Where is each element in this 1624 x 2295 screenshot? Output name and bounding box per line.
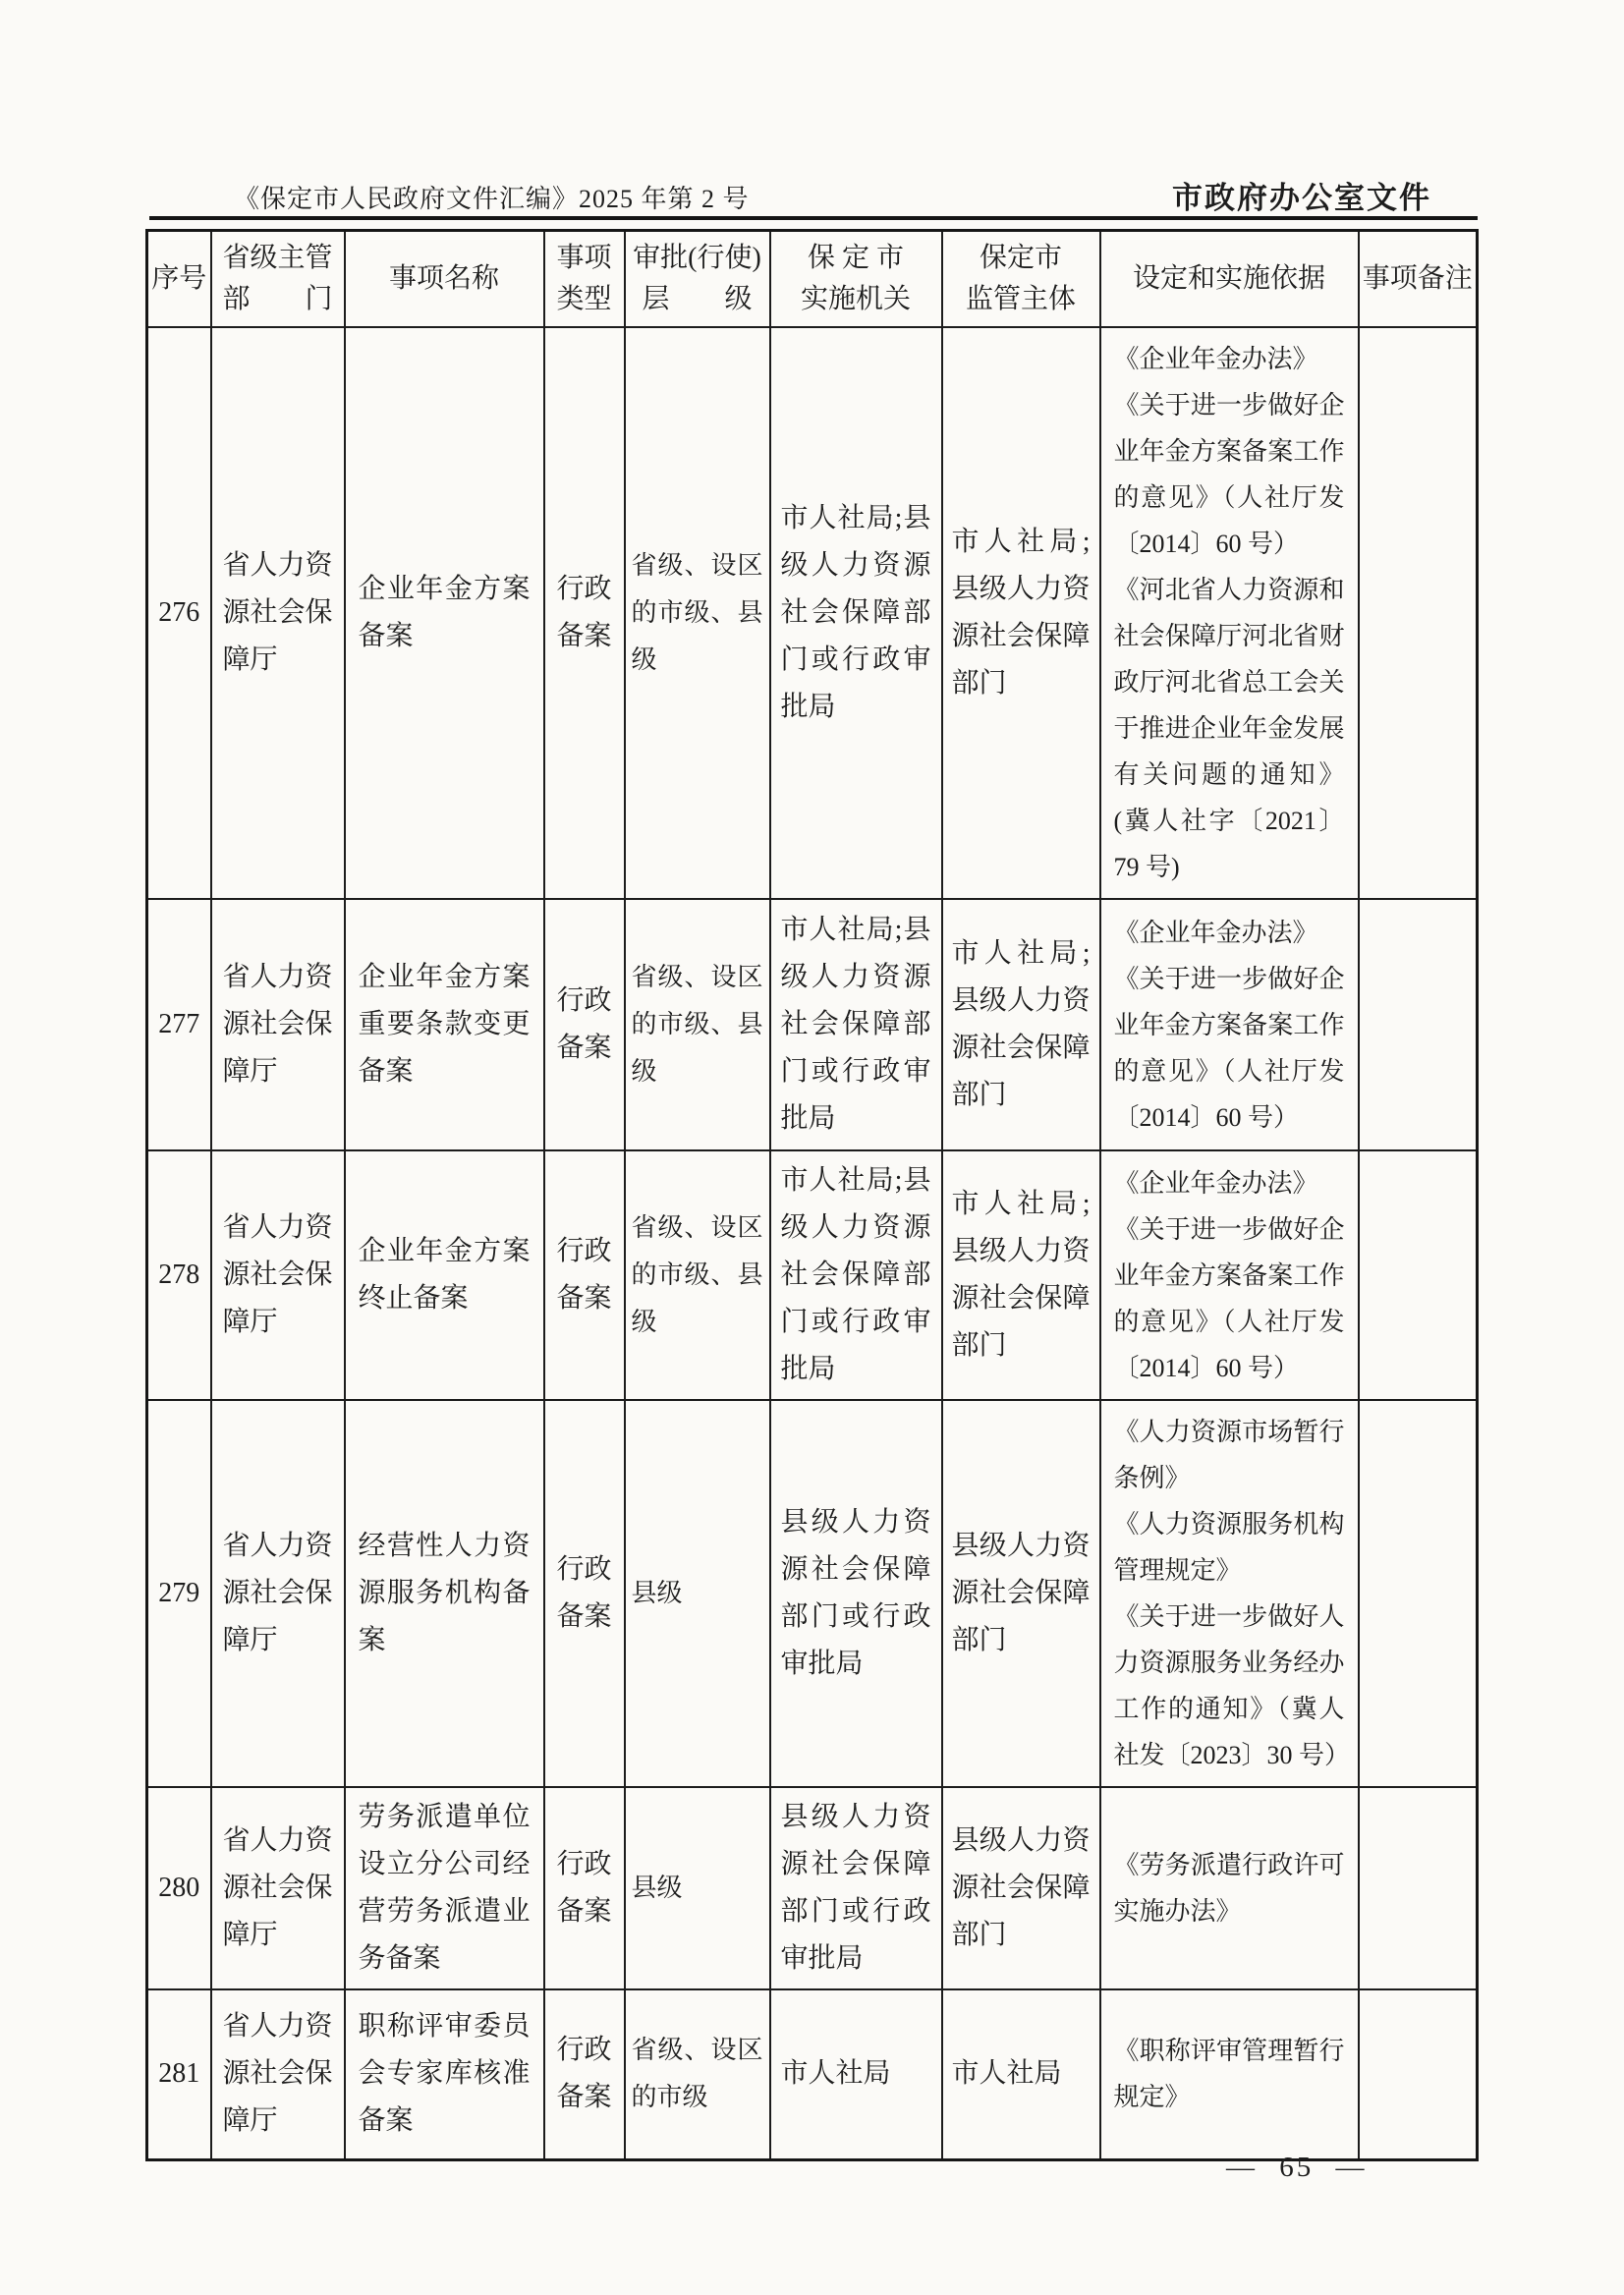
cell-implementing-agency	[770, 1400, 942, 1787]
approval-level-text: 县级	[631, 1874, 683, 1902]
column-header-seq	[147, 231, 211, 328]
cell-basis	[1100, 899, 1359, 1150]
item-name-text: 职称评审委员会专家库核准备案	[358, 2011, 531, 2137]
cell-item-name	[345, 1400, 544, 1787]
approval-level-text: 县级	[631, 1579, 683, 1607]
cell-seq: 276	[147, 327, 211, 899]
basis-entry: 《人力资源服务机构管理规定》	[1113, 1510, 1345, 1585]
column-header-line: 保 定 市	[807, 243, 904, 273]
cell-item-type	[544, 1787, 625, 1989]
cell-seq: 278	[147, 1150, 211, 1400]
cell-basis	[1100, 1150, 1359, 1400]
table-body	[147, 327, 1478, 2159]
department-text: 省人力资源社会保障厅	[222, 1825, 333, 1950]
approval-level-text: 省级、设区的市级、县级	[631, 551, 763, 674]
cell-supervising-body	[942, 1150, 1100, 1400]
item-name-text: 企业年金方案重要条款变更备案	[358, 962, 531, 1087]
column-header-line: 类型	[556, 284, 612, 314]
column-header-item-type	[544, 231, 625, 328]
implementing-agency-text: 市人社局;县级人力资源社会保障部门或行政审批局	[780, 503, 931, 722]
item-type-text: 行政备案	[556, 1554, 612, 1632]
column-header-line: 部 门	[222, 284, 333, 314]
table-row	[147, 1150, 1478, 1400]
basis-entry: 《企业年金办法》	[1113, 918, 1318, 947]
approval-level-text: 省级、设区的市级、县级	[631, 1213, 763, 1336]
cell-supervising-body	[942, 899, 1100, 1150]
item-name-text: 经营性人力资源服务机构备案	[358, 1531, 531, 1655]
cell-supervising-body	[942, 327, 1100, 899]
cell-basis	[1100, 327, 1359, 899]
cell-note	[1359, 1150, 1478, 1400]
basis-paragraphs	[1101, 1158, 1358, 1393]
cell-note	[1359, 1787, 1478, 1989]
header-rule	[149, 216, 1478, 220]
table-row	[147, 1989, 1478, 2159]
header-row	[147, 231, 1478, 328]
cell-item-type	[544, 1989, 625, 2159]
table-row	[147, 899, 1478, 1150]
cell-department	[211, 1989, 345, 2159]
basis-entry: 《企业年金办法》	[1113, 345, 1318, 373]
column-header-line: 实施机关	[800, 284, 911, 314]
item-name-text: 企业年金方案终止备案	[358, 1236, 531, 1314]
cell-implementing-agency	[770, 1150, 942, 1400]
supervising-body-text: 市人社局	[951, 2058, 1062, 2090]
basis-entry: 《职称评审管理暂行规定》	[1113, 2037, 1345, 2112]
cell-note	[1359, 899, 1478, 1150]
cell-item-name	[345, 1150, 544, 1400]
cell-approval-level	[625, 1400, 770, 1787]
cell-supervising-body	[942, 1989, 1100, 2159]
basis-entry: 《人力资源市场暂行条例》	[1113, 1418, 1345, 1492]
item-name-text: 劳务派遣单位设立分公司经营劳务派遣业务备案	[358, 1802, 531, 1974]
column-header-implementing-agency	[770, 231, 942, 328]
implementing-agency-text: 市人社局	[780, 2058, 891, 2090]
cell-department	[211, 1787, 345, 1989]
table-header-row	[147, 231, 1478, 328]
cell-department	[211, 327, 345, 899]
item-type-text: 行政备案	[556, 1849, 612, 1927]
office-document-header: 市政府办公室文件	[1172, 181, 1431, 215]
column-header-line: 审批(行使)	[633, 243, 761, 273]
column-header-line: 监管主体	[965, 284, 1076, 314]
basis-entry: 《关于进一步做好企业年金方案备案工作的意见》（人社厅发〔2014〕60 号）	[1113, 964, 1345, 1132]
cell-implementing-agency	[770, 1989, 942, 2159]
cell-basis	[1100, 1787, 1359, 1989]
basis-entry: 《关于进一步做好人力资源服务业务经办工作的通知》（冀人社发〔2023〕30 号）	[1113, 1602, 1351, 1769]
column-header-line: 事项	[556, 243, 612, 273]
department-text: 省人力资源社会保障厅	[222, 1212, 333, 1337]
table-row	[147, 1400, 1478, 1787]
cell-supervising-body	[942, 1787, 1100, 1989]
basis-entry: 《劳务派遣行政许可实施办法》	[1113, 1851, 1345, 1926]
department-text: 省人力资源社会保障厅	[222, 1531, 333, 1655]
cell-basis	[1100, 1989, 1359, 2159]
column-header-line: 省级主管	[222, 243, 333, 273]
item-type-text: 行政备案	[556, 985, 612, 1063]
basis-paragraphs	[1101, 2026, 1358, 2122]
approval-level-text: 省级、设区的市级	[631, 2036, 763, 2112]
table-row	[147, 1787, 1478, 1989]
cell-item-type	[544, 327, 625, 899]
supervising-body-text: 县级人力资源社会保障部门	[951, 1531, 1091, 1655]
implementing-agency-text: 市人社局;县级人力资源社会保障部门或行政审批局	[780, 1165, 931, 1384]
cell-supervising-body	[942, 1400, 1100, 1787]
supervising-body-text: 市人社局;县级人力资源社会保障部门	[951, 938, 1091, 1110]
column-header-line: 序号	[151, 263, 207, 294]
cell-approval-level	[625, 1787, 770, 1989]
cell-approval-level	[625, 1989, 770, 2159]
column-header-note	[1359, 231, 1478, 328]
column-header-line: 事项名称	[388, 263, 499, 294]
cell-seq: 277	[147, 899, 211, 1150]
cell-seq: 279	[147, 1400, 211, 1787]
cell-item-name	[345, 1989, 544, 2159]
basis-entry: 《关于进一步做好企业年金方案备案工作的意见》（人社厅发〔2014〕60 号）	[1113, 391, 1345, 558]
cell-department	[211, 899, 345, 1150]
cell-item-type	[544, 1150, 625, 1400]
implementing-agency-text: 县级人力资源社会保障部门或行政审批局	[780, 1802, 931, 1974]
approval-items-table	[145, 229, 1479, 2161]
column-header-approval-level	[625, 231, 770, 328]
cell-note	[1359, 1989, 1478, 2159]
basis-paragraphs	[1101, 1840, 1358, 1936]
cell-item-type	[544, 1400, 625, 1787]
cell-department	[211, 1400, 345, 1787]
column-header-department	[211, 231, 345, 328]
approval-level-text: 省级、设区的市级、县级	[631, 963, 763, 1086]
column-header-line: 事项备注	[1362, 263, 1473, 294]
basis-entry: 《河北省人力资源和社会保障厅河北省财政厅河北省总工会关于推进企业年金发展有关问题的通知》(冀人社字〔2021〕79 号)	[1113, 576, 1345, 881]
supervising-body-text: 市人社局;县级人力资源社会保障部门	[951, 1189, 1091, 1361]
department-text: 省人力资源社会保障厅	[222, 962, 333, 1087]
department-text: 省人力资源社会保障厅	[222, 2011, 333, 2137]
cell-item-name	[345, 1787, 544, 1989]
basis-entry: 《企业年金办法》	[1113, 1168, 1318, 1198]
cell-item-name	[345, 327, 544, 899]
page-number: — 65 —	[1226, 2152, 1368, 2183]
cell-approval-level	[625, 1150, 770, 1400]
column-header-basis	[1100, 231, 1359, 328]
cell-implementing-agency	[770, 327, 942, 899]
cell-implementing-agency	[770, 899, 942, 1150]
column-header-line: 层 级	[642, 284, 753, 314]
item-type-text: 行政备案	[556, 2035, 612, 2113]
implementing-agency-text: 县级人力资源社会保障部门或行政审批局	[780, 1507, 931, 1679]
supervising-body-text: 市人社局;县级人力资源社会保障部门	[951, 527, 1091, 699]
cell-department	[211, 1150, 345, 1400]
supervising-body-text: 县级人力资源社会保障部门	[951, 1825, 1091, 1950]
basis-paragraphs	[1101, 908, 1358, 1143]
cell-seq: 281	[147, 1989, 211, 2159]
cell-seq: 280	[147, 1787, 211, 1989]
department-text: 省人力资源社会保障厅	[222, 550, 333, 675]
item-type-text: 行政备案	[556, 574, 612, 651]
table-row	[147, 327, 1478, 899]
implementing-agency-text: 市人社局;县级人力资源社会保障部门或行政审批局	[780, 915, 931, 1134]
cell-item-type	[544, 899, 625, 1150]
compilation-header: 《保定市人民政府文件汇编》2025 年第 2 号	[234, 185, 750, 213]
basis-paragraphs	[1101, 1407, 1358, 1780]
cell-item-name	[345, 899, 544, 1150]
cell-note	[1359, 1400, 1478, 1787]
basis-entry: 《关于进一步做好企业年金方案备案工作的意见》（人社厅发〔2014〕60 号）	[1113, 1214, 1345, 1382]
cell-approval-level	[625, 327, 770, 899]
column-header-item-name	[345, 231, 544, 328]
column-header-line: 保定市	[979, 243, 1062, 273]
cell-basis	[1100, 1400, 1359, 1787]
item-name-text: 企业年金方案备案	[358, 574, 531, 651]
item-type-text: 行政备案	[556, 1236, 612, 1314]
cell-note	[1359, 327, 1478, 899]
column-header-line: 设定和实施依据	[1132, 263, 1325, 294]
cell-implementing-agency	[770, 1787, 942, 1989]
basis-paragraphs	[1101, 334, 1358, 892]
column-header-supervising-body	[942, 231, 1100, 328]
cell-approval-level	[625, 899, 770, 1150]
